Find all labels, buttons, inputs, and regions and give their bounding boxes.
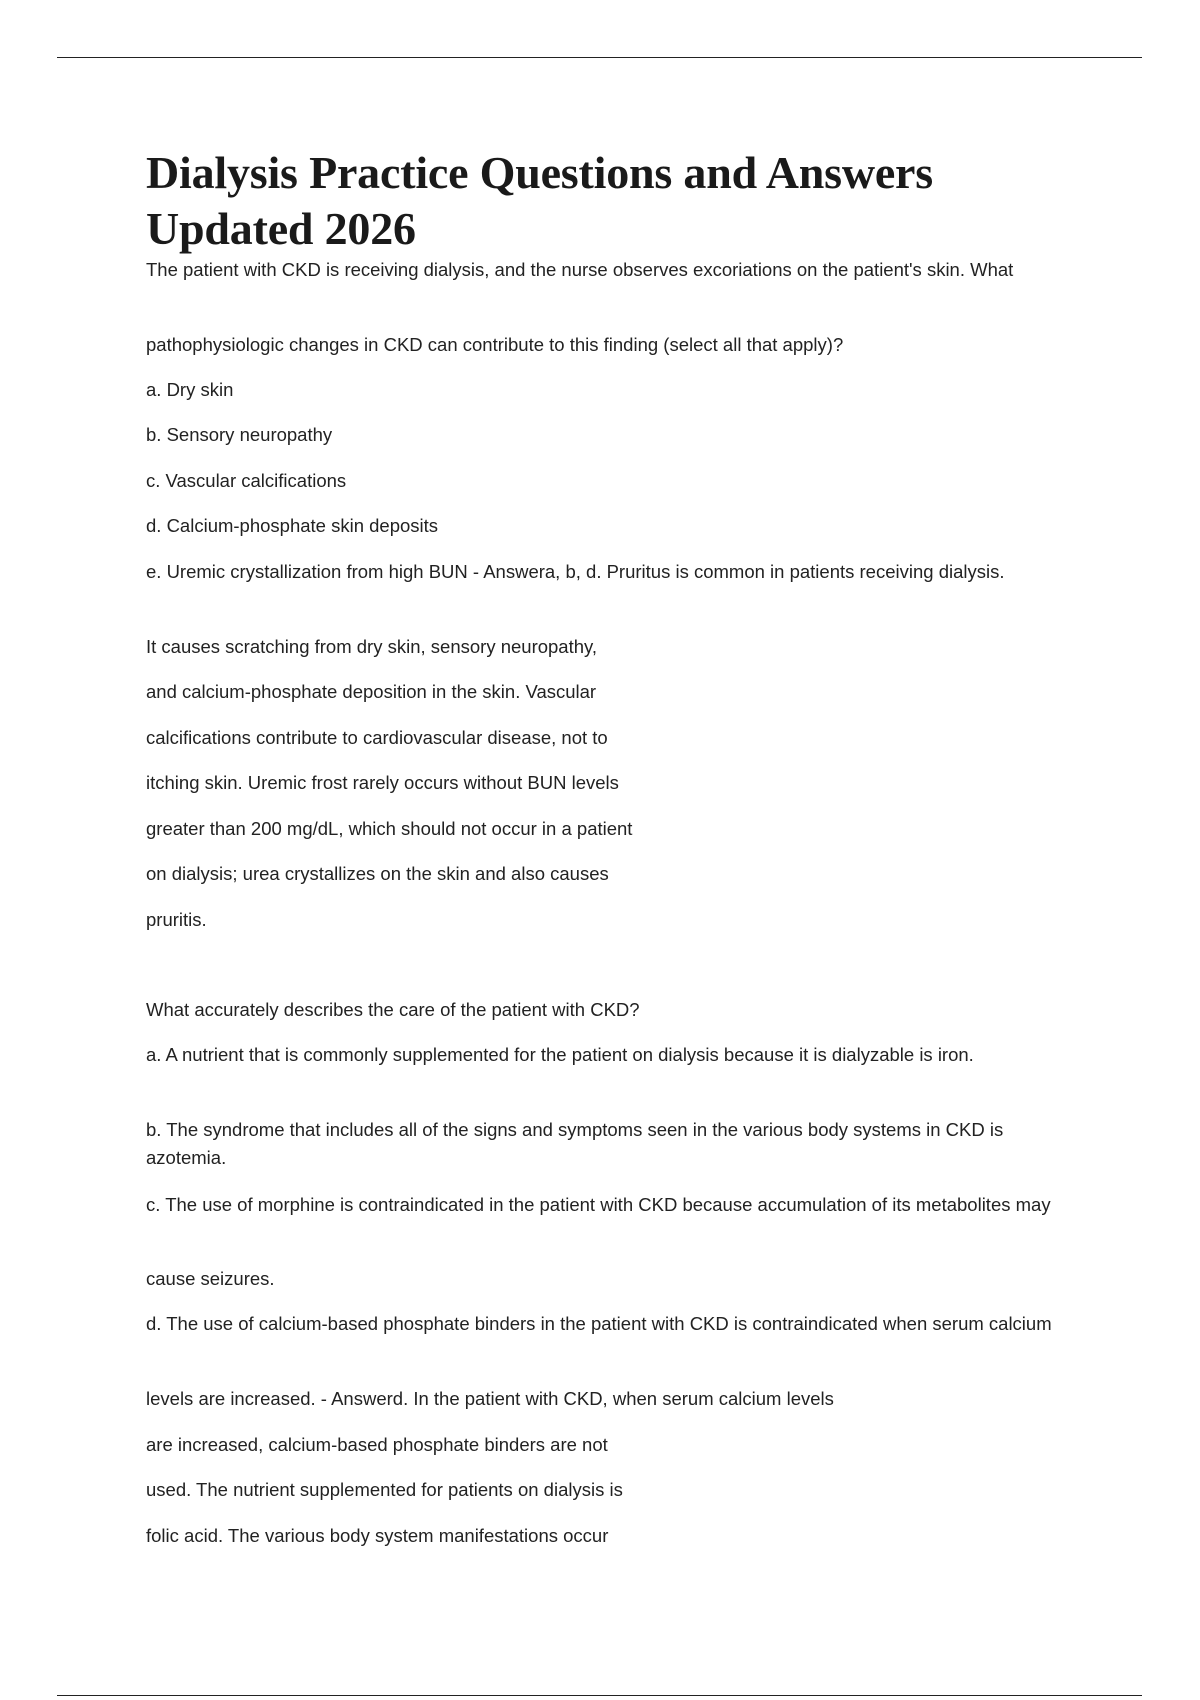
page-title: Dialysis Practice Questions and Answers Updated 2026 [146, 147, 933, 254]
answer-1-rationale-line: and calcium-phosphate deposition in the skin. Vascular [146, 681, 597, 702]
question-1-stem: The patient with CKD is receiving dialysis, and the nurse observes excoriations on the patient's skin. What [146, 259, 1014, 280]
header-rule [57, 57, 1142, 58]
answer-1-rationale-line: itching skin. Uremic frost rarely occurs without BUN levels [146, 772, 619, 793]
question-2-option-c: c. The use of morphine is contraindicated in the patient with CKD because accumulation of its metabolites may [146, 1194, 1051, 1215]
answer-1-rationale-line: It causes scratching from dry skin, sensory neuropathy, [146, 636, 598, 657]
answer-2-rationale-line: are increased, calcium-based phosphate binders are not [146, 1434, 608, 1455]
question-1-option-c: c. Vascular calcifications [146, 470, 347, 491]
question-2-option-d: d. The use of calcium-based phosphate binders in the patient with CKD is contraindicated when serum calcium [146, 1313, 1052, 1334]
answer-1-rationale-line: calcifications contribute to cardiovascular disease, not to [146, 727, 608, 748]
question-2-option-b: b. The syndrome that includes all of the signs and symptoms seen in the various body systems in CKD is azotemia. [146, 1119, 1004, 1168]
question-1-option-e-answer: e. Uremic crystallization from high BUN - Answera, b, d. Pruritus is common in patients receiving dialysis. [146, 561, 1005, 582]
question-1-option-a: a. Dry skin [146, 379, 234, 400]
answer-1-rationale-line: on dialysis; urea crystallizes on the skin and also causes [146, 863, 609, 884]
question-2-stem: What accurately describes the care of the patient with CKD? [146, 999, 640, 1020]
answer-2-rationale-line: levels are increased. - Answerd. In the patient with CKD, when serum calcium levels [146, 1388, 834, 1409]
answer-2-rationale-line: used. The nutrient supplemented for patients on dialysis is [146, 1479, 623, 1500]
answer-1-rationale-line: greater than 200 mg/dL, which should not occur in a patient [146, 818, 633, 839]
question-1-option-d: d. Calcium-phosphate skin deposits [146, 515, 439, 536]
question-1-option-b: b. Sensory neuropathy [146, 424, 333, 445]
footer-rule [57, 1695, 1142, 1696]
question-2-option-a: a. A nutrient that is commonly supplemented for the patient on dialysis because it is dialyzable is iron. [146, 1044, 974, 1065]
question-2-option-c-continued: cause seizures. [146, 1268, 275, 1289]
answer-2-rationale-line: folic acid. The various body system manifestations occur [146, 1525, 609, 1546]
answer-1-rationale-line: pruritis. [146, 909, 207, 930]
question-1-stem-continued: pathophysiologic changes in CKD can contribute to this finding (select all that apply)? [146, 334, 844, 355]
